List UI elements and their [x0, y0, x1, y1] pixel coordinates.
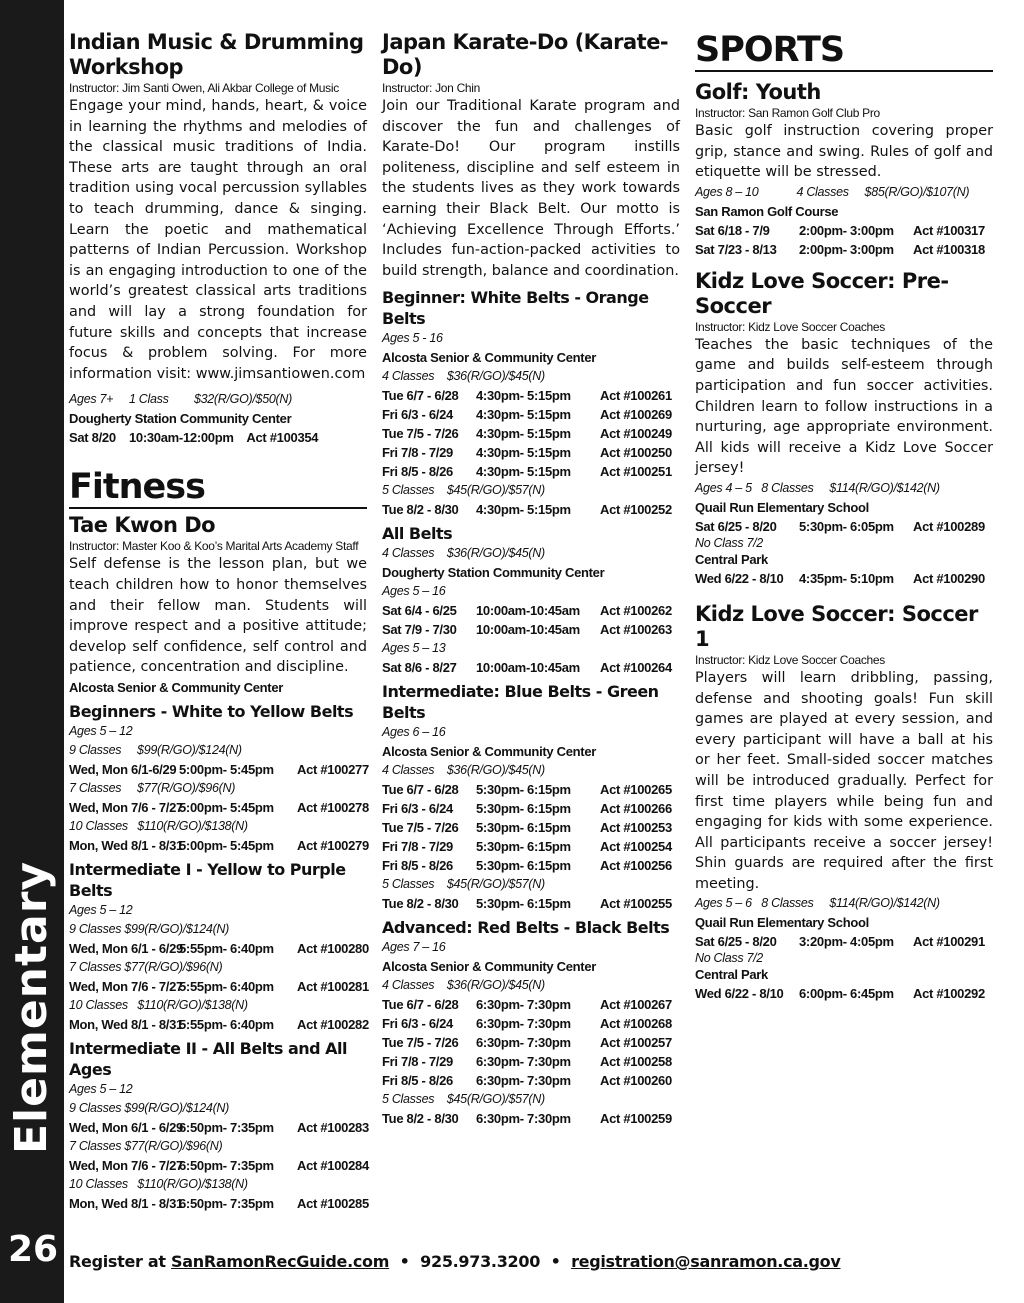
indian-music-location: Dougherty Station Community Center: [69, 411, 292, 427]
class-pricing: 10 Classes $110(R/GO)/$138(N): [69, 997, 248, 1012]
soccer-1-meta: Ages 5 – 6 8 Classes $114(R/GO)/$142(N): [695, 896, 940, 911]
schedule-row: Sat 6/25 - 8/20 3:20pm- 4:05pm Act #100291: [695, 934, 985, 950]
class-info: 4 Classes $36(R/GO)/$45(N): [382, 369, 545, 384]
class-pricing: 10 Classes $110(R/GO)/$138(N): [69, 818, 248, 833]
schedule-row: [69, 1156, 367, 1175]
soccer-1-location-2: Central Park: [695, 967, 768, 983]
page-number: 26: [8, 1229, 59, 1270]
location-name: Alcosta Senior & Community Center: [382, 744, 597, 760]
schedule-dates: Tue 8/2 - 8/30: [382, 502, 459, 518]
schedule-dates: Fri 8/5 - 8/26: [382, 464, 453, 480]
schedule-dates: Wed, Mon 6/1-6/29: [69, 761, 177, 777]
fitness-heading: Fitness: [69, 467, 367, 509]
schedule-time: 5:30pm- 6:15pm: [476, 782, 571, 798]
schedule-dates: Tue 8/2 - 8/30: [382, 896, 459, 912]
schedule-row: [69, 1118, 367, 1137]
class-info: 5 Classes $45(R/GO)/$57(N): [382, 483, 545, 498]
activity-number: Act #100262: [600, 603, 672, 619]
class-pricing: 10 Classes $110(R/GO)/$138(N): [69, 1176, 248, 1191]
class-pricing: 7 Classes $77(R/GO)/$96(N): [69, 1138, 223, 1153]
age-range: Ages 5 – 12: [69, 1081, 133, 1096]
age-range: Ages 5 – 12: [69, 723, 133, 738]
schedule-row: [382, 405, 680, 424]
activity-number: Act #100256: [600, 858, 672, 874]
soccer-1-note: No Class 7/2: [695, 951, 763, 966]
activity-number: Act #100269: [600, 407, 672, 423]
schedule-time: 6:30pm- 7:30pm: [476, 1054, 571, 1070]
class-info: Ages 5 – 16: [382, 584, 446, 599]
schedule-time: 4:30pm- 5:15pm: [476, 502, 571, 518]
pre-soccer-meta: Ages 4 – 5 8 Classes $114(R/GO)/$142(N): [695, 480, 940, 495]
schedule-dates: Fri 7/8 - 7/29: [382, 445, 453, 461]
activity-number: Act #100254: [600, 839, 672, 855]
schedule-time: 4:30pm- 5:15pm: [476, 426, 571, 442]
schedule-dates: Fri 6/3 - 6/24: [382, 407, 453, 423]
schedule-dates: Wed, Mon 7/6 - 7/27: [69, 1157, 183, 1173]
schedule-time: 5:00pm- 5:45pm: [179, 837, 274, 853]
schedule-row: [382, 443, 680, 462]
phone-number: 925.973.3200: [420, 1252, 541, 1271]
pre-soccer-location-2: Central Park: [695, 551, 768, 567]
schedule-row: [382, 462, 680, 481]
website-link[interactable]: SanRamonRecGuide.com: [171, 1252, 390, 1271]
activity-number: Act #100255: [600, 896, 672, 912]
schedule-row: [69, 760, 367, 779]
activity-number: Act #100252: [600, 502, 672, 518]
schedule-time: 6:50pm- 7:35pm: [179, 1119, 274, 1135]
class-pricing: 9 Classes $99(R/GO)/$124(N): [69, 742, 242, 757]
tae-kwon-do-location: Alcosta Senior & Community Center: [69, 679, 284, 695]
class-info: Ages 5 - 16: [382, 331, 443, 346]
schedule-time: 6:30pm- 7:30pm: [476, 997, 571, 1013]
footer-bar: [69, 1250, 999, 1274]
schedule-row: [382, 620, 680, 639]
schedule-dates: Wed, Mon 7/6 - 7/27: [69, 978, 183, 994]
schedule-dates: Tue 7/5 - 7/26: [382, 426, 459, 442]
schedule-row: [382, 837, 680, 856]
email-link[interactable]: registration@sanramon.ca.gov: [571, 1252, 841, 1271]
column-right: [695, 30, 993, 1003]
activity-number: Act #100264: [600, 660, 672, 676]
class-info: Ages 7 – 16: [382, 940, 446, 955]
karate-instructor: Instructor: Jon Chin: [382, 81, 481, 95]
schedule-row: [382, 500, 680, 519]
schedule-dates: Wed, Mon 6/1 - 6/29: [69, 940, 183, 956]
section-label: Elementary: [6, 860, 57, 1154]
schedule-time: 5:55pm- 6:40pm: [179, 940, 274, 956]
schedule-dates: Tue 7/5 - 7/26: [382, 820, 459, 836]
schedule-time: 5:00pm- 5:45pm: [179, 799, 274, 815]
karate-title: Japan Karate-Do (Karate-Do): [382, 30, 669, 79]
schedule-row: [382, 1033, 680, 1052]
schedule-dates: Tue 6/7 - 6/28: [382, 997, 459, 1013]
belt-group-title: All Belts: [382, 524, 453, 544]
schedule-dates: Tue 7/5 - 7/26: [382, 1035, 459, 1051]
soccer-1-title: Kidz Love Soccer: Soccer 1: [695, 601, 978, 651]
schedule-row: [382, 894, 680, 913]
schedule-row: [382, 780, 680, 799]
schedule-time: 5:30pm- 6:15pm: [476, 801, 571, 817]
indian-music-instructor: Instructor: Jim Santi Owen, Ali Akbar College of Music: [69, 81, 339, 95]
schedule-time: 6:30pm- 7:30pm: [476, 1035, 571, 1051]
schedule-dates: Wed, Mon 6/1 - 6/29: [69, 1119, 183, 1135]
schedule-row: [382, 995, 680, 1014]
activity-number: Act #100284: [297, 1157, 369, 1173]
belt-group-title: Intermediate II - All Belts and All Ages: [69, 1038, 348, 1079]
activity-number: Act #100266: [600, 801, 672, 817]
activity-number: Act #100250: [600, 445, 672, 461]
activity-number: Act #100280: [297, 940, 369, 956]
activity-number: Act #100249: [600, 426, 672, 442]
schedule-time: 4:30pm- 5:15pm: [476, 407, 571, 423]
schedule-row: [69, 977, 367, 996]
schedule-time: 5:55pm- 6:40pm: [179, 978, 274, 994]
schedule-row: [69, 1015, 367, 1034]
schedule-dates: Wed, Mon 7/6 - 7/27: [69, 799, 183, 815]
schedule-dates: Sat 8/6 - 8/27: [382, 660, 457, 676]
schedule-time: 5:55pm- 6:40pm: [179, 1016, 274, 1032]
class-info: 4 Classes $36(R/GO)/$45(N): [382, 763, 545, 778]
golf-location: San Ramon Golf Course: [695, 203, 839, 219]
belt-group-title: Advanced: Red Belts - Black Belts: [382, 918, 670, 938]
activity-number: Act #100259: [600, 1111, 672, 1127]
schedule-row: [382, 386, 680, 405]
schedule-row: [382, 1071, 680, 1090]
schedule-dates: Fri 7/8 - 7/29: [382, 1054, 453, 1070]
golf-meta: Ages 8 – 10 4 Classes $85(R/GO)/$107(N): [695, 184, 970, 199]
schedule-dates: Mon, Wed 8/1 - 8/31: [69, 837, 183, 853]
indian-music-session: Sat 8/20 10:30am-12:00pm Act #100354: [69, 430, 319, 446]
schedule-row: [382, 818, 680, 837]
schedule-row: [382, 1052, 680, 1071]
activity-number: Act #100260: [600, 1073, 672, 1089]
schedule-time: 5:00pm- 5:45pm: [179, 761, 274, 777]
belt-group-title: Intermediate: Blue Belts - Green Belts: [382, 682, 659, 723]
schedule-dates: Mon, Wed 8/1 - 8/31: [69, 1195, 183, 1211]
schedule-dates: Fri 8/5 - 8/26: [382, 1073, 453, 1089]
footer-bullet: •: [399, 1252, 410, 1271]
activity-number: Act #100258: [600, 1054, 672, 1070]
schedule-row: [69, 798, 367, 817]
schedule-time: 5:30pm- 6:15pm: [476, 839, 571, 855]
activity-number: Act #100285: [297, 1195, 369, 1211]
schedule-row: [382, 658, 680, 677]
indian-music-title: Indian Music & Drumming Workshop: [69, 30, 364, 79]
activity-number: Act #100267: [600, 997, 672, 1013]
schedule-time: 6:30pm- 7:30pm: [476, 1016, 571, 1032]
schedule-row: [382, 424, 680, 443]
schedule-time: 6:30pm- 7:30pm: [476, 1073, 571, 1089]
golf-instructor: Instructor: San Ramon Golf Club Pro: [695, 106, 880, 120]
activity-number: Act #100279: [297, 837, 369, 853]
location-name: Alcosta Senior & Community Center: [382, 959, 597, 975]
schedule-row: [382, 799, 680, 818]
schedule-row: [69, 836, 367, 855]
soccer-1-location-1: Quail Run Elementary School: [695, 915, 869, 931]
location-name: Dougherty Station Community Center: [382, 565, 605, 581]
belt-group-title: Intermediate I - Yellow to Purple Belts: [69, 859, 346, 900]
schedule-row: Sat 6/18 - 7/9 2:00pm- 3:00pm Act #100317: [695, 222, 985, 238]
activity-number: Act #100263: [600, 622, 672, 638]
pre-soccer-title: Kidz Love Soccer: Pre-Soccer: [695, 268, 949, 318]
schedule-dates: Tue 8/2 - 8/30: [382, 1111, 459, 1127]
tae-kwon-do-title: Tae Kwon Do: [69, 513, 216, 538]
schedule-row: Wed 6/22 - 8/10 6:00pm- 6:45pm Act #100292: [695, 986, 985, 1002]
activity-number: Act #100268: [600, 1016, 672, 1032]
activity-number: Act #100257: [600, 1035, 672, 1051]
karate-schedule: [382, 287, 680, 1128]
schedule-time: 5:30pm- 6:15pm: [476, 858, 571, 874]
age-range: Ages 5 – 12: [69, 902, 133, 917]
soccer-1-instructor: Instructor: Kidz Love Soccer Coaches: [695, 652, 885, 667]
indian-music-description: Engage your mind, hands, heart, & voice in learning the rhythms and melodies of the classical music traditions of India. These arts are taught through an oral tradition using vocal percussion syllables to teach drumming, dance & singing. Learn the poetic and mathematical patterns of Indian Percussion. Workshop is an engaging introduction to one of the world’s greatest classical arts traditions and will lay a strong foundation for future skills and concepts that increase focus & problem solving. For more information visit: www.jimsantiowen.com: [69, 98, 367, 382]
class-pricing: 9 Classes $99(R/GO)/$124(N): [69, 1100, 230, 1115]
class-pricing: 9 Classes $99(R/GO)/$124(N): [69, 921, 230, 936]
schedule-row: Sat 6/25 - 8/20 5:30pm- 6:05pm Act #100289: [695, 518, 985, 534]
schedule-time: 6:50pm- 7:35pm: [179, 1157, 274, 1173]
indian-music-meta: Ages 7+ 1 Class $32(R/GO)/$50(N): [69, 392, 292, 407]
schedule-row: [382, 1014, 680, 1033]
schedule-row: Sat 7/23 - 8/13 2:00pm- 3:00pm Act #100318: [695, 241, 985, 257]
schedule-dates: Sat 6/4 - 6/25: [382, 603, 457, 619]
activity-number: Act #100251: [600, 464, 672, 480]
tae-kwon-do-schedule: [69, 701, 367, 1213]
golf-description: Basic golf instruction covering proper grip, stance and swing. Rules of golf and etiquette will be stressed.: [695, 123, 993, 181]
schedule-row: [382, 856, 680, 875]
location-name: Alcosta Senior & Community Center: [382, 350, 597, 366]
schedule-time: 5:30pm- 6:15pm: [476, 820, 571, 836]
schedule-dates: Fri 8/5 - 8/26: [382, 858, 453, 874]
schedule-dates: Fri 7/8 - 7/29: [382, 839, 453, 855]
schedule-row: [69, 939, 367, 958]
schedule-time: 6:30pm- 7:30pm: [476, 1111, 571, 1127]
tae-kwon-do-description: Self defense is the lesson plan, but we teach children how to honor themselves and their fellow man. Students will improve respect and a positive attitude; develop self confidence, self control and patience, concentration and discipline.: [69, 556, 367, 676]
schedule-row: Wed 6/22 - 8/10 4:35pm- 5:10pm Act #100290: [695, 570, 985, 586]
schedule-dates: Fri 6/3 - 6/24: [382, 1016, 453, 1032]
sports-heading: SPORTS: [695, 30, 993, 72]
schedule-time: 10:00am-10:45am: [476, 603, 580, 619]
activity-number: Act #100265: [600, 782, 672, 798]
footer-register-label: Register at: [69, 1252, 166, 1271]
column-left: [69, 30, 367, 1213]
schedule-row: [382, 601, 680, 620]
footer-bullet: •: [550, 1252, 561, 1271]
tae-kwon-do-instructor: Instructor: Master Koo & Koo’s Marital Arts Academy Staff: [69, 539, 359, 554]
schedule-row: [382, 1109, 680, 1128]
activity-number: Act #100282: [297, 1016, 369, 1032]
activity-number: Act #100277: [297, 761, 369, 777]
belt-group-title: Beginner: White Belts - Orange Belts: [382, 288, 649, 329]
schedule-time: 6:50pm- 7:35pm: [179, 1195, 274, 1211]
soccer-1-description: Players will learn dribbling, passing, defense and shooting goals! Fun skill games are played at every session, and every participant will have a ball at his or her feet. Small-sided soccer matches will be introduced gradually. Perfect for first time players while being fun and engaging for kids with some experience. All participants receive a soccer jersey! Shin guards are required after the first meeting.: [695, 669, 993, 892]
pre-soccer-instructor: Instructor: Kidz Love Soccer Coaches: [695, 319, 885, 334]
pre-soccer-location-1: Quail Run Elementary School: [695, 499, 869, 515]
activity-number: Act #100261: [600, 388, 672, 404]
schedule-time: 4:30pm- 5:15pm: [476, 445, 571, 461]
class-pricing: 7 Classes $77(R/GO)/$96(N): [69, 780, 236, 795]
schedule-dates: Mon, Wed 8/1 - 8/31: [69, 1016, 183, 1032]
class-info: Ages 6 – 16: [382, 725, 446, 740]
belt-group-title: Beginners - White to Yellow Belts: [69, 701, 354, 721]
schedule-time: 10:00am-10:45am: [476, 622, 580, 638]
class-info: Ages 5 – 13: [382, 641, 446, 656]
schedule-time: 4:30pm- 5:15pm: [476, 388, 571, 404]
schedule-time: 4:30pm- 5:15pm: [476, 464, 571, 480]
class-info: 5 Classes $45(R/GO)/$57(N): [382, 877, 545, 892]
activity-number: Act #100278: [297, 799, 369, 815]
pre-soccer-description: Teaches the basic techniques of the game and builds self-esteem through participation and fun soccer activities. Children learn to follow instructions in a nurturing, age appropriate environment. All kids will receive a Kidz Love Soccer jersey!: [695, 336, 993, 477]
column-middle: [382, 30, 680, 1128]
class-info: 4 Classes $36(R/GO)/$45(N): [382, 978, 545, 993]
schedule-time: 5:30pm- 6:15pm: [476, 896, 571, 912]
schedule-dates: Sat 7/9 - 7/30: [382, 622, 457, 638]
class-info: 5 Classes $45(R/GO)/$57(N): [382, 1092, 545, 1107]
schedule-dates: Fri 6/3 - 6/24: [382, 801, 453, 817]
activity-number: Act #100253: [600, 820, 672, 836]
schedule-dates: Tue 6/7 - 6/28: [382, 388, 459, 404]
pre-soccer-note: No Class 7/2: [695, 535, 763, 550]
class-pricing: 7 Classes $77(R/GO)/$96(N): [69, 959, 223, 974]
karate-description: Join our Traditional Karate program and discover the fun and challenges of Karate-Do! Our program instills politeness, discipline and self esteem in the students lives as they work towards earning their Black Belt. Our motto is ‘Achieving Excellence Through Efforts.’ Includes fun-action-packed activities to build strength, balance and coordination.: [382, 98, 680, 279]
schedule-time: 10:00am-10:45am: [476, 660, 580, 676]
class-info: 4 Classes $36(R/GO)/$45(N): [382, 546, 545, 561]
section-sidebar: [0, 0, 64, 1303]
schedule-dates: Tue 6/7 - 6/28: [382, 782, 459, 798]
schedule-row: [69, 1194, 367, 1213]
golf-title: Golf: Youth: [695, 80, 821, 104]
activity-number: Act #100281: [297, 978, 369, 994]
activity-number: Act #100283: [297, 1119, 369, 1135]
